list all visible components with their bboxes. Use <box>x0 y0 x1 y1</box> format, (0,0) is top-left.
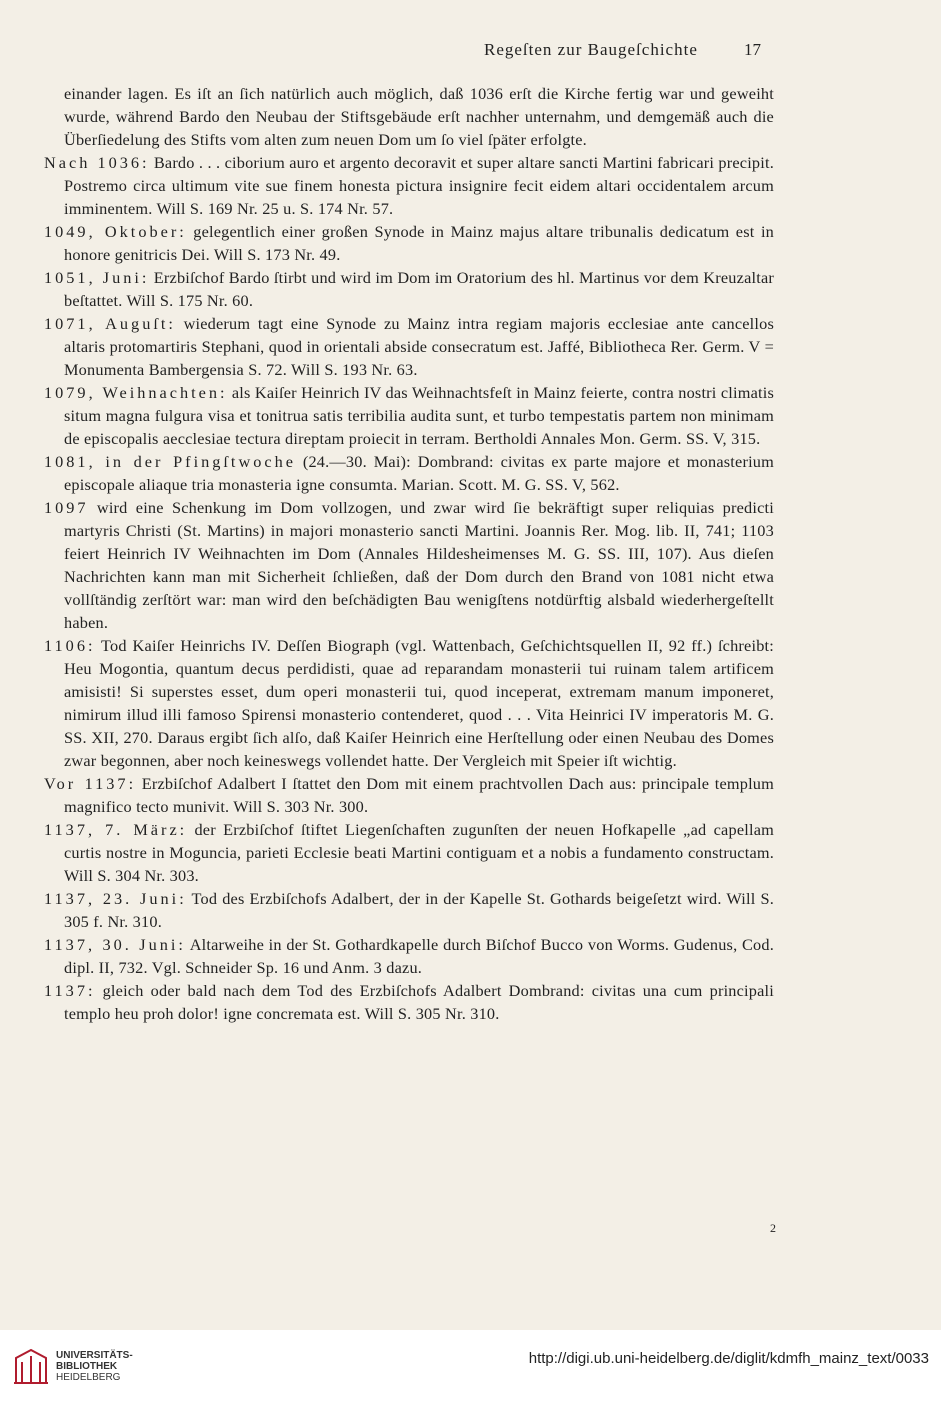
regest-entry <box>44 772 774 818</box>
regest-date: Nach 1036: <box>44 153 150 172</box>
regest-text: (24.—30. Mai): Dombrand: civitas ex parte majore et monasterium episcopale aliaque tria monasteria igne consumta. Marian. Scott. M. G. SS. V, 562. <box>64 452 774 494</box>
regest-date: 1106: <box>44 636 96 655</box>
library-name-line2: BIBLIOTHEK <box>56 1361 118 1372</box>
regest-text: als Kaiſer Heinrich IV das Weihnachtsfeſt in Mainz feierte, contra nostri climatis situm magna fulgura visa et tonitrua satis terribilia audita sunt, et turbo tempestatis partem non minimam de episcopalis aecclesiae tectura direptam proiecit in terram. Bertholdi Annales Mon. Germ. SS. V, 315. <box>64 383 774 448</box>
regest-entry <box>44 312 774 381</box>
page-number: 17 <box>744 40 761 59</box>
regest-text: wird eine Schenkung im Dom vollzogen, und zwar wird ſie bekräftigt super reliquias predicti martyris Christi (St. Martins) in majori monasterio sancti Martini. Joannis Rer. Mog. lib. II, 741; 1103 feiert Heinrich IV Weihnachten im Dom (Annales Hildesheimenses M. G. SS. III, 107). Aus dieſen Nachrichten kann man mit Sicherheit ſchließen, daß der Dom durch den Brand von 1081 nicht etwa vollſtändig zerſtört war: man wird den beſchädigten Bau wenigſtens notdürftig alsbald wiederhergeſtellt haben. <box>64 498 774 632</box>
regest-date: Vor 1137: <box>44 774 137 793</box>
regest-date: 1051, Juni: <box>44 268 150 287</box>
regest-entry <box>44 887 774 933</box>
regesta-list <box>44 82 774 1025</box>
running-head-title: Regeſten zur Baugeſchichte <box>484 40 698 59</box>
regest-date: 1137: <box>44 981 96 1000</box>
regest-text: gelegentlich einer großen Synode in Mainz majus altare tribunalis dedicatum est in honore genitricis Dei. Will S. 173 Nr. 49. <box>64 222 775 264</box>
library-name-line3: HEIDELBERG <box>56 1372 121 1383</box>
regest-text: der Erzbiſchof ſtiftet Liegenſchaften zugunſten der neuen Hofkapelle „ad capellam curtis nostre in Moguncia, parieti Ecclesie beati Martini contiguam et a nobis a fundamento constructam. Will S. 304 Nr. 303. <box>64 820 774 885</box>
continuation-paragraph: einander lagen. Es iſt an ſich natürlich auch möglich, daß 1036 erſt die Kirche fertig war und geweiht wurde, während Bardo den Neubau der Stiftsgebäude erſt nachher unternahm, und demgemäß auch die Überſiedelung des Stifts vom alten zum neuen Dom um ſo viel ſpäter erfolgte. <box>64 84 774 149</box>
regest-text: Altarweihe in der St. Gothardkapelle durch Biſchof Bucco von Worms. Gudenus, Cod. dipl. II, 732. Vgl. Schneider Sp. 16 und Anm. 3 dazu. <box>64 935 775 977</box>
regest-text: Bardo . . . ciborium auro et argento decoravit et super altare sancti Martini fabricari precipit. Postremo circa ultimum vite sue finem honesta pictura insignire fecit eidem altari occidentalem arcum imminentem. Will S. 169 Nr. 25 u. S. 174 Nr. 57. <box>64 153 774 218</box>
signature-mark: 2 <box>770 1221 776 1235</box>
regest-text: gleich oder bald nach dem Tod des Erzbiſchofs Adalbert Dombrand: civitas una cum principali templo heu proh dolor! igne concremata est. Will S. 305 Nr. 310. <box>64 981 774 1023</box>
regest-entry <box>44 266 774 312</box>
regest-date: 1081, in der Pfingſtwoche <box>44 452 296 471</box>
university-library-logo-icon <box>12 1346 50 1386</box>
regest-entry <box>44 450 774 496</box>
regest-date: 1049, Oktober: <box>44 222 187 241</box>
regest-entry <box>44 634 774 772</box>
regest-text: Erzbiſchof Adalbert I ſtattet den Dom mit einem prachtvollen Dach aus: principale templum magnifico tecto munivit. Will S. 303 Nr. 300. <box>64 774 775 816</box>
regest-entry <box>44 151 774 220</box>
footer-bar <box>0 1330 941 1402</box>
regest-date: 1071, Auguſt: <box>44 314 176 333</box>
regest-date: 1137, 7. März: <box>44 820 188 839</box>
running-head <box>0 40 941 64</box>
source-url-link[interactable]: http://digi.ub.uni-heidelberg.de/diglit/kdmfh_mainz_text/0033 <box>528 1350 929 1367</box>
regest-text: wiederum tagt eine Synode zu Mainz intra regiam majoris ecclesiae ante cancellos altaris protomartiris Stephani, quod in orientali abside consecratum est. Jaffé, Bibliotheca Rer. Germ. V = Monumenta Bambergensia S. 72. Will S. 193 Nr. 63. <box>64 314 775 379</box>
entry-list <box>44 151 774 1025</box>
regest-entry <box>44 381 774 450</box>
regest-entry <box>44 220 774 266</box>
regest-date: 1137, 30. Juni: <box>44 935 186 954</box>
regest-entry <box>44 496 774 634</box>
regest-text: Tod Kaiſer Heinrichs IV. Deſſen Biograph (vgl. Wattenbach, Geſchichtsquellen II, 92 ff.) ſchreibt: Heu Mogontia, quantum decus perdidisti, quae ad reparandam monasterii tui ruinam talem artificem amisisti! Si superstes esset, dum operi monasterii tui, quod inceperat, extremam manum imponeret, nimirum illud illi famoso Spirensi monasterio contenderet, quod . . . Vita Heinrici IV imperatoris M. G. SS. XII, 270. Daraus ergibt ſich alſo, daß Kaiſer Heinrich eine Herſtellung oder einen Neubau des Domes zwar begonnen, aber noch keineswegs vollendet hatte. Der Vergleich mit Speier iſt wichtig. <box>64 636 774 770</box>
regest-entry <box>44 818 774 887</box>
regest-entry <box>44 979 774 1025</box>
regest-text: Tod des Erzbiſchofs Adalbert, der in der Kapelle St. Gothards beigeſetzt wird. Will S. 305 f. Nr. 310. <box>64 889 774 931</box>
regest-date: 1097 <box>44 498 89 517</box>
regest-text: Erzbiſchof Bardo ſtirbt und wird im Dom im Oratorium des hl. Martinus vor dem Kreuzaltar beſtattet. Will S. 175 Nr. 60. <box>64 268 774 310</box>
library-name-line1: UNIVERSITÄTS- <box>56 1350 133 1361</box>
regest-entry <box>44 933 774 979</box>
regest-date: 1079, Weihnachten: <box>44 383 228 402</box>
library-name <box>56 1350 133 1383</box>
regest-date: 1137, 23. Juni: <box>44 889 187 908</box>
